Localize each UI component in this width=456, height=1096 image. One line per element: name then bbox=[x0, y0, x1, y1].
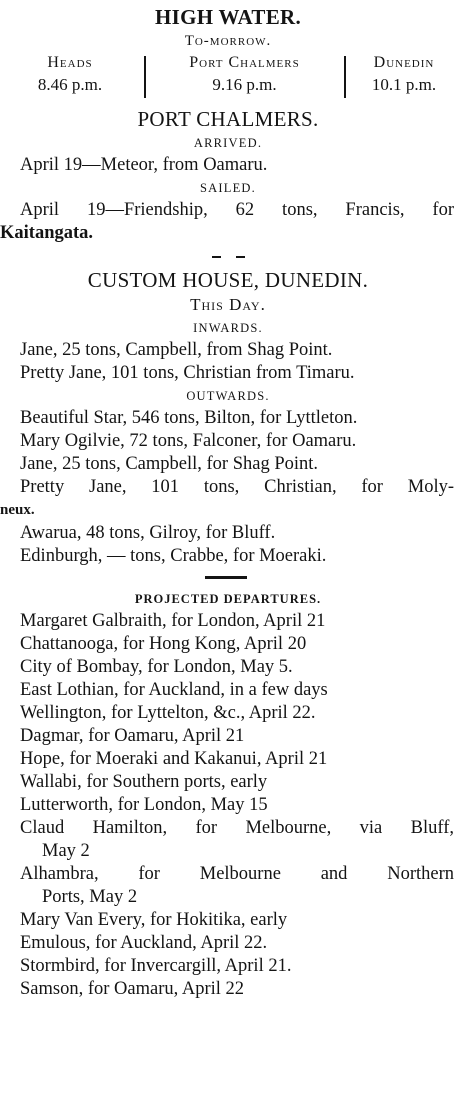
outwards-entry: Jane, 25 tons, Campbell, for Shag Point. bbox=[20, 454, 319, 474]
sailed-entry-line2: Kaitangata. bbox=[0, 223, 94, 243]
inwards-entry: Pretty Jane, 101 tons, Christian from Timaru. bbox=[20, 363, 355, 383]
high-water-title: HIGH WATER. bbox=[154, 5, 302, 29]
tide-divider-2 bbox=[344, 56, 346, 98]
tide-dunedin-label: Dunedin bbox=[373, 54, 435, 71]
tide-port-time: 9.16 p.m. bbox=[212, 75, 277, 94]
departure-entry: Dagmar, for Oamaru, April 21 bbox=[20, 726, 245, 746]
tide-port-label: Port Chalmers bbox=[189, 54, 300, 71]
tide-dunedin bbox=[352, 52, 456, 96]
tide-port bbox=[152, 52, 337, 96]
departure-entry: Hope, for Moeraki and Kakanui, April 21 bbox=[20, 749, 328, 769]
outwards-entry: Mary Ogilvie, 72 tons, Falconer, for Oamaru. bbox=[20, 431, 357, 451]
tide-divider-1 bbox=[144, 56, 146, 98]
departure-entry: Wallabi, for Southern ports, early bbox=[20, 772, 268, 792]
inwards-heading: INWARDS. bbox=[193, 321, 263, 335]
departure-entry: East Lothian, for Auckland, in a few days bbox=[20, 680, 328, 700]
section-rule bbox=[0, 568, 456, 588]
section-divider bbox=[0, 245, 456, 267]
tide-heads-label: Heads bbox=[47, 54, 93, 71]
high-water-subtitle: To-morrow. bbox=[184, 33, 272, 49]
outwards-entry: Pretty Jane, 101 tons, Christian, for Moly- bbox=[20, 477, 454, 497]
departure-entry: Claud Hamilton, for Melbourne, via Bluff, bbox=[20, 818, 454, 838]
outwards-entry: Beautiful Star, 546 tons, Bilton, for Lyttleton. bbox=[20, 408, 358, 428]
departure-entry: Wellington, for Lyttelton, &c., April 22. bbox=[20, 703, 316, 723]
departure-entry: Emulous, for Auckland, April 22. bbox=[20, 933, 268, 953]
arrived-heading: ARRIVED. bbox=[193, 136, 263, 150]
departure-entry: Stormbird, for Invercargill, April 21. bbox=[20, 956, 292, 976]
outwards-heading: OUTWARDS. bbox=[186, 389, 270, 403]
port-chalmers-title: PORT CHALMERS. bbox=[137, 107, 319, 131]
arrived-entry: April 19—Meteor, from Oamaru. bbox=[20, 155, 268, 175]
departure-entry: Alhambra, for Melbourne and Northern bbox=[20, 864, 454, 884]
outwards-entry-continuation: neux. bbox=[0, 502, 35, 518]
tide-dunedin-time: 10.1 p.m. bbox=[371, 75, 437, 94]
departure-entry: Margaret Galbraith, for London, April 21 bbox=[20, 611, 326, 631]
departure-entry: Samson, for Oamaru, April 22 bbox=[20, 979, 245, 999]
projected-departures-heading: PROJECTED DEPARTURES. bbox=[134, 592, 322, 606]
departure-entry: Lutterworth, for London, May 15 bbox=[20, 795, 268, 815]
tide-heads bbox=[20, 52, 120, 96]
departure-entry-continuation: May 2 bbox=[42, 841, 90, 861]
tide-table bbox=[0, 52, 456, 104]
outwards-entry: Awarua, 48 tons, Gilroy, for Bluff. bbox=[20, 523, 276, 543]
sailed-entry-line1: April 19—Friendship, 62 tons, Francis, for bbox=[20, 200, 454, 220]
departure-entry-continuation: Ports, May 2 bbox=[42, 887, 138, 907]
custom-house-title: CUSTOM HOUSE, DUNEDIN. bbox=[87, 268, 369, 292]
inwards-entry: Jane, 25 tons, Campbell, from Shag Point. bbox=[20, 340, 333, 360]
departure-entry: City of Bombay, for London, May 5. bbox=[20, 657, 293, 677]
custom-house-day: This Day. bbox=[190, 295, 266, 314]
outwards-entry: Edinburgh, — tons, Crabbe, for Moeraki. bbox=[20, 546, 327, 566]
departure-entry: Mary Van Every, for Hokitika, early bbox=[20, 910, 288, 930]
sailed-heading: SAILED. bbox=[200, 181, 256, 195]
departure-entry: Chattanooga, for Hong Kong, April 20 bbox=[20, 634, 307, 654]
tide-heads-time: 8.46 p.m. bbox=[37, 75, 103, 94]
